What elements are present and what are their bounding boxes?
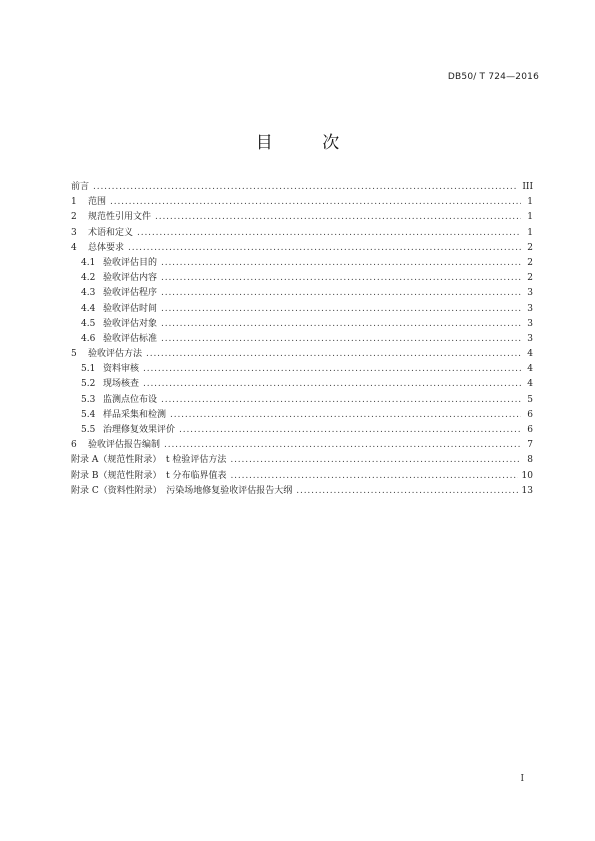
toc-dot-leader (146, 347, 521, 362)
toc-entry-title: 附录 A（规范性附录） t 检验评估方法 (71, 455, 227, 466)
toc-entry-title: 附录 C（资料性附录） 污染场地修复验收评估报告大纲 (71, 485, 293, 496)
toc-entry-title: 验收评估目的 (103, 257, 158, 268)
toc-entry-page: 10 (521, 470, 533, 481)
toc-entry-title: 验收评估标准 (103, 333, 158, 344)
toc-dot-leader (296, 484, 517, 499)
table-of-contents (71, 180, 533, 499)
toc-entry-title: 验收评估方法 (88, 349, 143, 360)
toc-dot-leader (170, 408, 521, 423)
page-number: I (520, 774, 524, 784)
toc-entry-page: 1 (527, 227, 533, 238)
toc-entry[interactable] (71, 226, 533, 241)
toc-dot-leader (161, 332, 521, 347)
toc-entry[interactable] (71, 438, 533, 453)
toc-entry[interactable] (71, 453, 533, 468)
toc-entry-number: 4.6 (81, 333, 96, 344)
document-code: DB50/ T 724—2016 (447, 72, 539, 82)
toc-entry-title: 资料审核 (103, 364, 140, 375)
toc-entry-title: 现场核查 (103, 379, 140, 390)
toc-entry-title: 前言 (71, 182, 90, 192)
toc-entry[interactable] (71, 377, 533, 392)
toc-entry[interactable] (71, 317, 533, 332)
toc-entry-page: 2 (527, 242, 533, 253)
toc-dot-leader (161, 256, 521, 271)
toc-entry-page: III (522, 182, 533, 192)
toc-entry[interactable] (71, 332, 533, 347)
toc-entry-page: 13 (521, 485, 533, 496)
toc-dot-leader (93, 180, 518, 195)
toc-entry-title: 样品采集和检测 (103, 409, 167, 420)
toc-dot-leader (164, 438, 521, 453)
toc-entry[interactable] (71, 195, 533, 210)
toc-entry[interactable] (71, 408, 533, 423)
toc-entry[interactable] (71, 362, 533, 377)
toc-entry-page: 6 (527, 425, 533, 435)
toc-entry-page: 4 (527, 364, 533, 375)
toc-entry-number: 4.1 (81, 257, 96, 268)
toc-entry-title: 规范性引用文件 (88, 212, 152, 223)
toc-entry[interactable] (71, 241, 533, 256)
toc-entry-title: 术语和定义 (88, 227, 134, 238)
toc-entry-number: 5.4 (81, 409, 96, 420)
toc-dot-leader (155, 210, 521, 225)
toc-entry-number: 5.1 (81, 364, 96, 375)
toc-dot-leader (143, 377, 521, 392)
toc-entry[interactable] (71, 484, 533, 499)
toc-entry-page: 1 (527, 212, 533, 223)
toc-entry[interactable] (71, 393, 533, 408)
toc-entry[interactable] (71, 286, 533, 301)
toc-dot-leader (161, 302, 521, 317)
toc-entry-title: 总体要求 (88, 242, 125, 253)
toc-entry-number: 2 (71, 212, 77, 223)
toc-entry-title: 验收评估内容 (103, 273, 158, 284)
page-title: 目 次 (255, 133, 362, 153)
toc-entry-number: 4.4 (81, 303, 96, 314)
toc-dot-leader (161, 317, 521, 332)
toc-dot-leader (161, 271, 521, 286)
toc-entry-number: 5.3 (81, 394, 96, 405)
toc-dot-leader (137, 226, 521, 241)
toc-entry[interactable] (71, 347, 533, 362)
toc-dot-leader (161, 393, 521, 408)
toc-entry-title: 验收评估对象 (103, 318, 158, 329)
toc-entry-title: 验收评估时间 (103, 303, 158, 314)
toc-entry-number: 4.2 (81, 273, 96, 284)
toc-entry-number: 4.5 (81, 318, 96, 329)
toc-entry[interactable] (71, 256, 533, 271)
toc-entry-page: 4 (527, 379, 533, 390)
toc-entry[interactable] (71, 271, 533, 286)
toc-entry-number: 6 (71, 440, 77, 451)
toc-entry-page: 1 (527, 197, 533, 208)
toc-entry[interactable] (71, 423, 533, 438)
toc-entry[interactable] (71, 180, 533, 195)
toc-dot-leader (143, 362, 521, 377)
toc-entry-page: 3 (527, 303, 533, 314)
toc-entry-number: 1 (71, 197, 77, 208)
toc-dot-leader (230, 469, 517, 484)
toc-entry[interactable] (71, 469, 533, 484)
toc-entry-page: 3 (527, 318, 533, 329)
toc-dot-leader (110, 195, 521, 210)
toc-entry-page: 5 (527, 394, 533, 405)
toc-entry-number: 5.2 (81, 379, 96, 390)
toc-entry-page: 2 (527, 273, 533, 284)
toc-dot-leader (161, 286, 521, 301)
toc-entry-title: 监测点位布设 (103, 394, 158, 405)
toc-entry-number: 5.5 (81, 425, 96, 435)
toc-entry[interactable] (71, 210, 533, 225)
toc-dot-leader (179, 423, 521, 438)
toc-entry-number: 4 (71, 242, 77, 253)
toc-entry-page: 3 (527, 288, 533, 299)
toc-dot-leader (128, 241, 521, 256)
toc-dot-leader (230, 453, 521, 468)
toc-entry-title: 验收评估程序 (103, 288, 158, 299)
toc-entry-page: 4 (527, 349, 533, 360)
toc-entry-page: 3 (527, 333, 533, 344)
toc-entry-number: 5 (71, 349, 77, 360)
toc-entry-title: 附录 B（规范性附录） t 分布临界值表 (71, 470, 227, 481)
toc-entry-title: 验收评估报告编制 (88, 440, 161, 451)
toc-entry[interactable] (71, 302, 533, 317)
toc-entry-number: 4.3 (81, 288, 96, 299)
toc-entry-page: 8 (527, 455, 533, 466)
toc-entry-number: 3 (71, 227, 77, 238)
toc-entry-title: 范围 (88, 197, 107, 208)
toc-entry-page: 7 (527, 440, 533, 451)
toc-entry-page: 6 (527, 409, 533, 420)
toc-entry-title: 治理修复效果评价 (103, 425, 176, 435)
toc-entry-page: 2 (527, 257, 533, 268)
